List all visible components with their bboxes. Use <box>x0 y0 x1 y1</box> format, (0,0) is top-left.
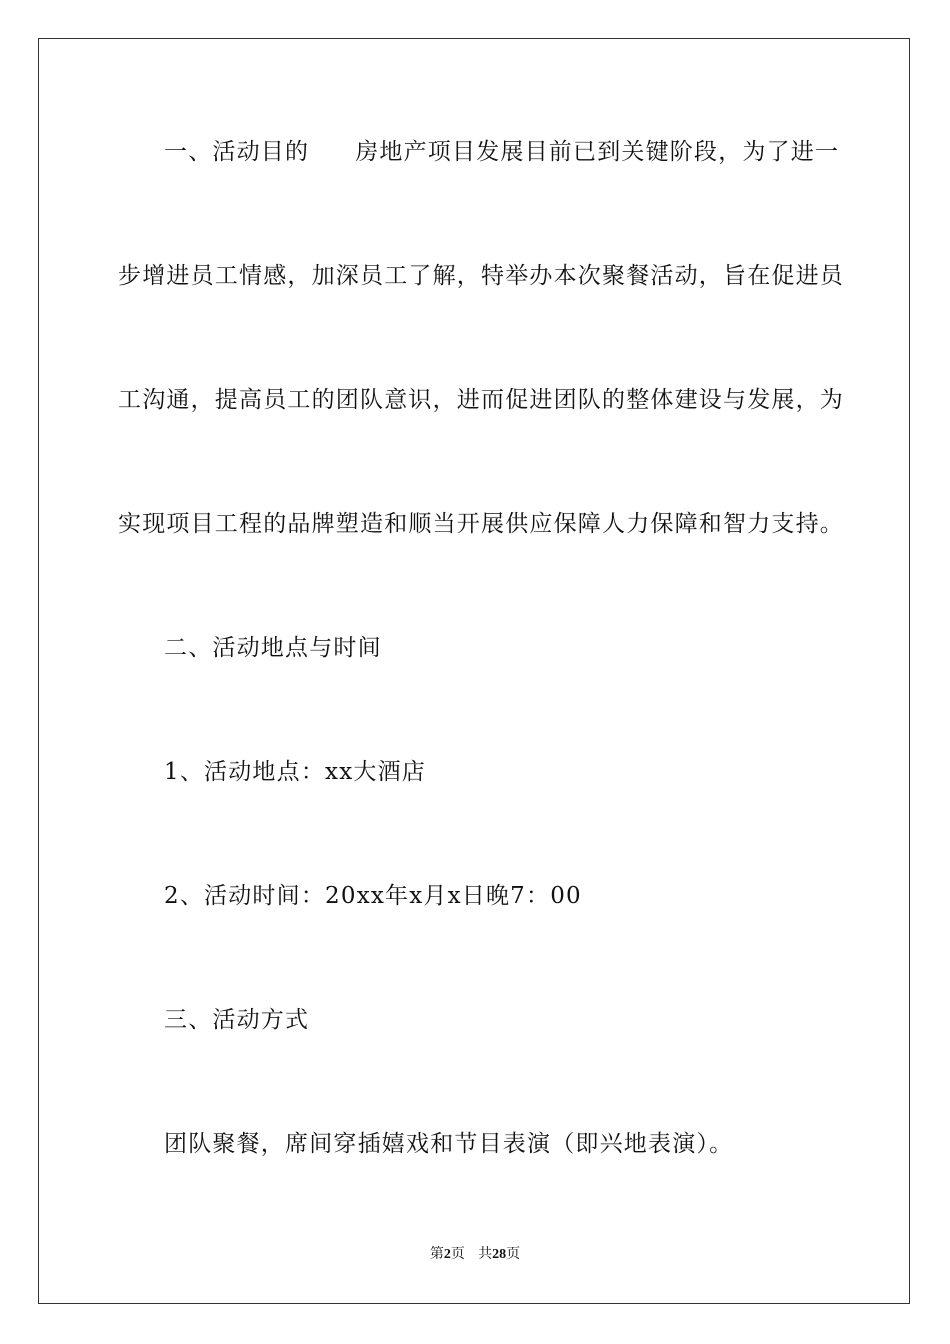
paragraph-1-line-4: 实现项目工程的品牌塑造和顺当开展供应保障人力保障和智力支持。 <box>118 511 844 537</box>
footer-prefix: 第 <box>429 1246 444 1262</box>
section-1-heading: 一、活动目的 <box>164 139 310 165</box>
current-page-number: 2 <box>443 1247 451 1262</box>
total-page-count: 28 <box>492 1247 507 1262</box>
paragraph-1-line-1 <box>164 137 884 167</box>
paragraph-1-text: 房地产项目发展目前已到关键阶段，为了进一 <box>355 139 840 165</box>
section-3-body: 团队聚餐，席间穿插嬉戏和节目表演（即兴地表演）。 <box>164 1131 734 1157</box>
location-item: 1、活动地点：xx大酒店 <box>164 759 426 785</box>
paragraph-1-line-2: 步增进员工情感，加深员工了解，特举办本次聚餐活动，旨在促进员 <box>118 263 844 289</box>
footer-total-prefix: 共 <box>478 1246 493 1262</box>
page-border <box>38 38 910 1304</box>
page-footer <box>0 1245 950 1264</box>
footer-total-suffix: 页 <box>506 1246 521 1262</box>
section-2-heading: 二、活动地点与时间 <box>164 635 382 661</box>
time-item: 2、活动时间：20xx年x月x日晚7：00 <box>164 883 582 909</box>
section-3-heading: 三、活动方式 <box>164 1007 310 1033</box>
paragraph-1-line-3: 工沟通，提高员工的团队意识，进而促进团队的整体建设与发展，为 <box>118 387 844 413</box>
footer-page-suffix: 页 <box>450 1246 465 1262</box>
